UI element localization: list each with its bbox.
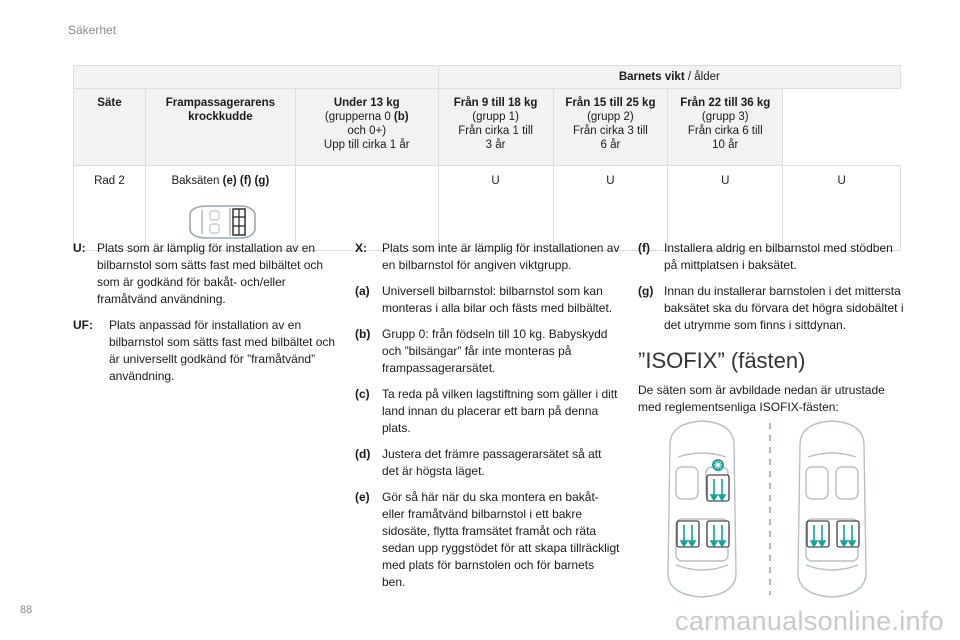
legend-item-x: X: Plats som inte är lämplig för installationen av en bilbarnstol för angiven viktgrupp. — [355, 241, 620, 272]
car-top-view-right — [798, 421, 866, 597]
col-seat: Säte — [74, 89, 146, 166]
watermark: carmanualsonline.info — [675, 606, 944, 636]
legend-item-f: (f) Installera aldrig en bilbarnstol med stödben på mittplatsen i baksätet. — [638, 241, 893, 272]
legend-left — [73, 240, 338, 394]
isofix-seat-rear-left — [677, 521, 699, 547]
child-seat-table — [73, 65, 901, 251]
col-9-18: Från 9 till 18 kg (grupp 1) Från cirka 1 till 3 år — [438, 89, 553, 166]
header-blank — [74, 66, 439, 89]
page-number: 88 — [20, 604, 33, 616]
isofix-heading: ”ISOFIX” (fästen) — [638, 348, 806, 373]
car-top-view-left — [668, 421, 736, 597]
col-airbag: Frampassagerarens krockkudde — [145, 89, 295, 166]
legend-right — [638, 240, 908, 343]
row-seat-cell: Baksäten (e) (f) (g) — [145, 166, 295, 251]
isofix-symbol-icon — [712, 459, 724, 471]
isofix-description: De säten som är avbildade nedan är utrustade med reglementsenliga ISOFIX-fästen: — [638, 383, 885, 414]
isofix-seat-rear-right — [707, 521, 729, 547]
legend-item-b: (b) Grupp 0: från födseln till 10 kg. Babyskydd och ”bilsängar” får inte monteras på frampassagerarsätet. — [355, 327, 608, 375]
row-label: Rad 2 — [74, 166, 146, 251]
row-value-2: U — [553, 166, 668, 251]
legend-item-uf: UF: Plats anpassad för installation av en bilbarnstol som sätts fast med bilbältet och är universellt godkänd för ”framåtvänd” användning. — [73, 318, 336, 383]
legend-item-d: (d) Justera det främre passagerarsätet så att det är högsta läget. — [355, 447, 602, 478]
legend-item-u: U: Plats som är lämplig för installation av en bilbarnstol som sätts fast med bilbältet och som är godkänd för bakåt- och/eller framåtvänd användning. — [73, 241, 324, 306]
legend-middle — [355, 240, 620, 600]
weight-group-header: Barnets vikt / ålder — [438, 66, 900, 89]
isofix-diagram — [640, 415, 900, 600]
section-header: Säkerhet — [68, 23, 117, 37]
row-value-4: U — [783, 166, 901, 251]
row-value-3: U — [668, 166, 783, 251]
legend-item-a: (a) Universell bilbarnstol: bilbarnstol som kan monteras i alla bilar och fästs med bilbältet. — [355, 284, 613, 315]
isofix-seat-front-passenger — [707, 475, 729, 501]
col-22-36: Från 22 till 36 kg (grupp 3) Från cirka 6 till 10 år — [668, 89, 783, 166]
legend-item-c: (c) Ta reda på vilken lagstiftning som gäller i ditt land innan du placerar ett barn på denna plats. — [355, 387, 618, 435]
col-under-13: Under 13 kg (grupperna 0 (b) och 0+) Upp till cirka 1 år — [295, 89, 438, 166]
car-rear-seat-icon — [180, 202, 260, 242]
row-airbag-cell — [295, 166, 438, 251]
row-value-1: U — [438, 166, 553, 251]
legend-item-e: (e) Gör så här när du ska montera en bakåt- eller framåtvänd bilbarnstol i ett bakre sidosäte, flytta framsätet framåt och räta sedan upp ryggstödet för att skapa tillräckligt med plats för barnstolen och för barnets ben. — [355, 490, 620, 589]
legend-item-g: (g) Innan du installerar barnstolen i det mittersta baksätet ska du förvara det högra sidobältet i det utrymme som finns i sittdynan. — [638, 284, 904, 332]
col-15-25: Från 15 till 25 kg (grupp 2) Från cirka 3 till 6 år — [553, 89, 668, 166]
